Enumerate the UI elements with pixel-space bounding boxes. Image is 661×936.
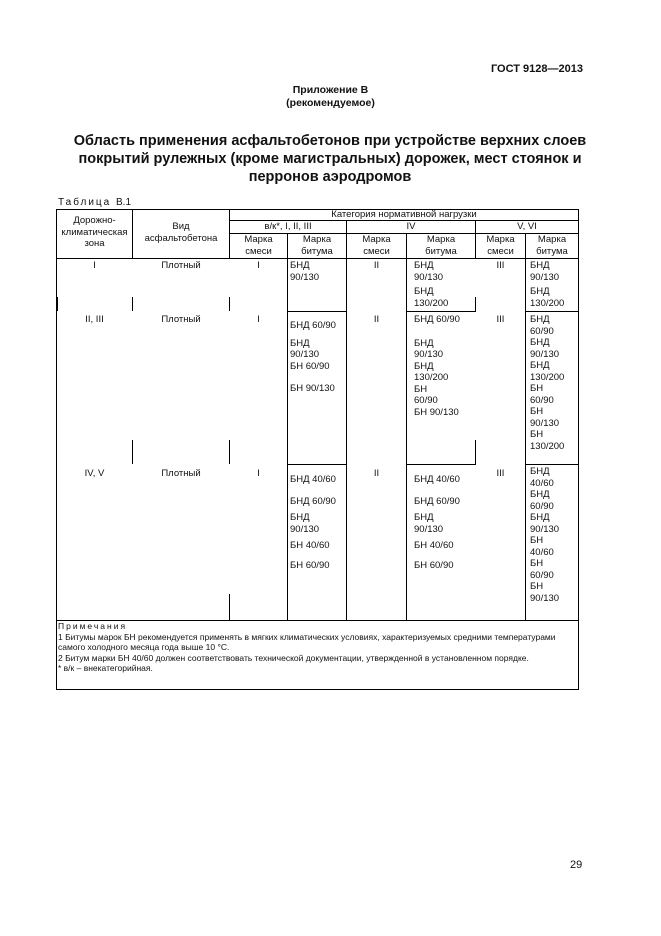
header-bit-3-l2: битума bbox=[536, 245, 568, 257]
row3-bit3-10: БН bbox=[530, 581, 544, 592]
row3-bit1-3: 90/130 bbox=[290, 523, 320, 535]
row2-bit1-4: БН 90/130 bbox=[290, 383, 335, 394]
note-3: * в/к – внекатегорийная. bbox=[58, 663, 153, 673]
row3-bit1-2: БНД bbox=[290, 512, 310, 523]
row3-type: Плотный bbox=[161, 468, 201, 479]
row1-bit2-d: 130/200 bbox=[414, 297, 449, 309]
table-label bbox=[58, 197, 131, 208]
row3-bit2 bbox=[414, 474, 475, 571]
row2-bit3-5: 130/200 bbox=[530, 371, 565, 383]
row2-bit2-1: БНД bbox=[414, 337, 434, 349]
standard-number: ГОСТ 9128—2013 bbox=[490, 63, 583, 75]
page-title-line-2: покрытий рулежных (кроме магистральных) дорожек, мест стоянок и bbox=[78, 151, 582, 167]
page-number: 29 bbox=[570, 859, 583, 871]
header-bit-2-l1: Марка bbox=[426, 234, 456, 245]
table-label-word: Таблица bbox=[58, 197, 112, 208]
row3-bit3-7: 40/60 bbox=[530, 546, 554, 558]
row3-mix2: II bbox=[373, 468, 380, 479]
row3-zone: IV, V bbox=[84, 468, 105, 479]
row1-bit1-b: 90/130 bbox=[290, 271, 320, 283]
row2-bit3-1: 60/90 bbox=[530, 325, 554, 337]
header-zone-line2: климатическая bbox=[61, 226, 128, 238]
row2-bit2-2: 90/130 bbox=[414, 349, 444, 360]
row3-bit2-2: БНД bbox=[414, 512, 434, 523]
row3-bit3 bbox=[530, 466, 578, 604]
appendix-title: Приложение В bbox=[292, 84, 369, 96]
row2-bit3-11: 130/200 bbox=[530, 440, 565, 452]
row3-mix3: III bbox=[496, 468, 505, 479]
header-type-line2: асфальтобетона bbox=[144, 232, 218, 244]
row3-bit1-4: БН 40/60 bbox=[290, 540, 330, 551]
row3-bit2-5: БН 60/90 bbox=[414, 559, 454, 571]
page-title-line-3: перронов аэродромов bbox=[248, 169, 412, 185]
row2-bit3 bbox=[530, 314, 578, 452]
row1-bit1-a: БНД bbox=[290, 260, 310, 271]
row2-mix1: I bbox=[257, 314, 260, 325]
row1-mix3: III bbox=[496, 260, 505, 271]
header-mix-2-l1: Марка bbox=[362, 234, 391, 245]
row2-bit3-4: БНД bbox=[530, 360, 550, 371]
header-zone-line3: зона bbox=[84, 238, 105, 249]
row2-bit3-6: БН bbox=[530, 383, 544, 394]
header-type-line1: Вид bbox=[172, 221, 190, 232]
row2-bit1 bbox=[290, 320, 346, 395]
header-zone bbox=[57, 215, 132, 250]
header-mix-3-l1: Марка bbox=[486, 234, 515, 245]
header-mix-2 bbox=[347, 234, 406, 257]
table-number: В.1 bbox=[116, 197, 132, 208]
row2-bit1-2: 90/130 bbox=[290, 349, 320, 360]
row1-bit2-a: БНД bbox=[414, 260, 434, 271]
header-bit-2-l2: битума bbox=[425, 245, 457, 257]
header-mix-1-l2: смеси bbox=[245, 245, 272, 257]
row2-bit2-6: 60/90 bbox=[414, 395, 438, 406]
row1-bit2-b: 90/130 bbox=[414, 271, 444, 283]
row1-bit2-c: БНД bbox=[414, 286, 434, 297]
row1-mix1: I bbox=[257, 260, 260, 271]
row1-bit3-d: 130/200 bbox=[530, 297, 565, 309]
row2-bit3-0: БНД bbox=[530, 314, 550, 325]
row3-bit3-8: БН bbox=[530, 558, 544, 569]
row3-bit2-3: 90/130 bbox=[414, 523, 444, 535]
note-1: 1 Битумы марок БН рекомендуется применять в мягких климатических условиях, характеризуемых средними температурами самого холодного месяца года выше 10 °С. bbox=[58, 631, 556, 652]
note-2: 2 Битум марки БН 40/60 должен соответствовать технической документации, утвержденной в установленном порядке. bbox=[58, 652, 529, 663]
header-mix-3 bbox=[476, 234, 525, 257]
row1-bit2 bbox=[414, 260, 475, 309]
row2-bit2-4: 130/200 bbox=[414, 372, 449, 383]
row2-bit1-0: БНД 60/90 bbox=[290, 320, 336, 331]
appendix-status: (рекомендуемое) bbox=[286, 97, 375, 109]
row2-bit2 bbox=[414, 314, 475, 418]
row1-type: Плотный bbox=[161, 260, 201, 271]
row3-bit2-4: БН 40/60 bbox=[414, 540, 454, 551]
row2-bit3-8: БН bbox=[530, 406, 544, 417]
row1-bit3 bbox=[530, 260, 578, 309]
row3-bit3-2: БНД bbox=[530, 489, 550, 500]
header-bit-1 bbox=[288, 234, 346, 257]
row3-mix1: I bbox=[257, 468, 260, 479]
header-cat-5-6: V, VI bbox=[517, 221, 537, 232]
row2-mix3: III bbox=[496, 314, 505, 325]
row2-bit2-7: БН 90/130 bbox=[414, 406, 459, 418]
header-cat-4: IV bbox=[406, 221, 416, 232]
row2-bit2-0: БНД 60/90 bbox=[414, 314, 460, 325]
row3-bit1-1: БНД 60/90 bbox=[290, 495, 336, 507]
header-bit-1-l1: Марка bbox=[302, 234, 332, 245]
row2-bit2-5: БН bbox=[414, 383, 428, 395]
notes-title: Примечания bbox=[58, 621, 128, 631]
page-title-line-1: Область применения асфальтобетонов при устройстве верхних слоев bbox=[73, 133, 587, 149]
row3-bit1-5: БН 60/90 bbox=[290, 559, 330, 571]
header-bit-1-l2: битума bbox=[301, 245, 333, 257]
row3-bit1 bbox=[290, 474, 346, 571]
header-mix-2-l2: смеси bbox=[363, 245, 390, 257]
header-category: Категория нормативной нагрузки bbox=[331, 209, 477, 220]
row1-bit3-a: БНД bbox=[530, 260, 550, 271]
row2-bit3-7: 60/90 bbox=[530, 394, 554, 406]
row3-bit3-9: 60/90 bbox=[530, 569, 554, 581]
row1-bit3-c: БНД bbox=[530, 286, 550, 297]
row2-type: Плотный bbox=[161, 314, 201, 325]
row1-bit3-b: 90/130 bbox=[530, 271, 560, 283]
row2-mix2: II bbox=[373, 314, 380, 325]
header-bit-2 bbox=[407, 234, 475, 257]
header-cat-vk-1-3: в/к*, I, II, III bbox=[264, 221, 312, 232]
row3-bit3-0: БНД bbox=[530, 466, 550, 477]
header-bit-3-l1: Марка bbox=[537, 234, 567, 245]
row2-bit2-3: БНД bbox=[414, 360, 434, 372]
header-type bbox=[133, 221, 229, 244]
row2-bit3-10: БН bbox=[530, 429, 544, 440]
row2-bit1-1: БНД bbox=[290, 337, 310, 349]
row1-zone: I bbox=[93, 260, 96, 271]
row3-bit3-3: 60/90 bbox=[530, 500, 554, 512]
row2-bit3-2: БНД bbox=[530, 337, 550, 348]
row3-bit3-11: 90/130 bbox=[530, 592, 560, 604]
header-mix-1 bbox=[230, 234, 287, 257]
row2-bit1-3: БН 60/90 bbox=[290, 360, 330, 372]
row2-bit3-9: 90/130 bbox=[530, 417, 560, 429]
row3-bit3-4: БНД bbox=[530, 512, 550, 523]
header-zone-line1: Дорожно- bbox=[73, 215, 116, 226]
row1-mix2: II bbox=[373, 260, 380, 271]
row3-bit1-0: БНД 40/60 bbox=[290, 474, 336, 485]
row3-bit3-6: БН bbox=[530, 535, 544, 546]
header-mix-3-l2: смеси bbox=[487, 245, 514, 257]
row2-bit3-3: 90/130 bbox=[530, 348, 560, 360]
row3-bit3-1: 40/60 bbox=[530, 477, 554, 489]
row2-zone: II, III bbox=[85, 314, 104, 325]
row3-bit2-0: БНД 40/60 bbox=[414, 474, 460, 485]
row3-bit3-5: 90/130 bbox=[530, 523, 560, 535]
table-notes bbox=[58, 621, 580, 674]
header-mix-1-l1: Марка bbox=[244, 234, 273, 245]
row1-bit1 bbox=[290, 260, 346, 283]
header-bit-3 bbox=[526, 234, 578, 257]
row3-bit2-1: БНД 60/90 bbox=[414, 495, 460, 507]
